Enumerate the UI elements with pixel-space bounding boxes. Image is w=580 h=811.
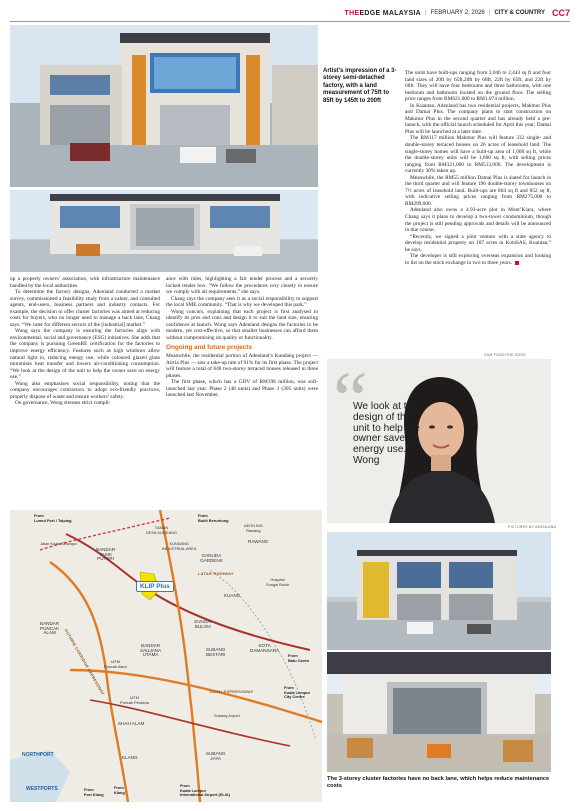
section-name: CITY & COUNTRY: [494, 10, 545, 16]
klip-plus-label: KLIP Plus: [136, 581, 174, 592]
article-column-right: The units have built-ups ranging from 2,046 to 2,443 sq ft and four land sizes of 20ft by 65ft,20ft by 68ft, 22ft by 65ft, and 22ft by 68ft. They will have four bedrooms and three bathrooms, with one bedroom and bathroom located on the ground floor. The selling price ranges from RM621,000 to RM1.074 million. In Kuantan, Adenland has two residential projects, Makmur Plus and Damai Plus. The company plans to start construction on Makmur Plus in the second quarter and has already held a pre-launch, with the official launch scheduled for April this year; Damai Plus will be launched at a later date. The RM117 million Makmur Plus will feature 332 single- and double-storey terraced houses on 26 acres of leasehold land. The single-storey homes will have a built-up area of 1,000 sq ft, while the double-storey units will be 1,600 sq ft, with selling prices ranging from RM321,000 to RM513,000. The development is currently 30% taken up. Meanwhile, the RM55 million Damai Plus is slated for launch in the third quarter and will feature 196 double-storey townhouses on 7½ acres of leasehold land. Built-ups are 804 sq ft and 852 sq ft, with indicative selling prices ranging from RM275,000 to RM299,000. Adenland also owns a 4.93-acre plot in Mont’Kiara, where Chang says it plans to develop a two-tower condominium, though the project is still pending approvals and details will be announced in due course. “Recently, we signed a joint venture with a state agency to develop residential property on 107 acres in KotaSAS, Kuantan,” he says. The developer is still exploring overseas expansion and looking to list on the stock exchange in two to three years.: [405, 70, 551, 266]
northport-label: NORTHPORT: [22, 752, 54, 758]
page-number: CC7: [551, 8, 570, 18]
publication-name: THEEDGE MALAYSIA: [344, 9, 422, 17]
story-end-marker: [515, 261, 519, 265]
pull-quote: We look at the design of the unit to help the owner save on energy use.” — Wong: [353, 401, 423, 466]
portrait-credit: SAM FONG/THE EDGE: [484, 353, 526, 357]
factory-interior-render-image: [327, 652, 551, 772]
header-rule: [10, 21, 570, 22]
location-map: KLIP Plus From Lumut Port / Taiping From Bukit Beruntung Jalan Kuala Selangor BANDAR TASIK PUTERI TAMAN DESA KUNDANG KUNDANG INDUSTRIAL AREA AEON BIG Rawang RAWANG GANUDA GARDENS LATAR HIGHWAY KUANG Hospital Sungai Buloh BANDAR PUNCAK ALAM BANDAR SAUJANA UTAMA SUNGAI BULOH SUBANG BESTARI KOTA DAMANSARA DASH EXPRESSWAY GUTHRIE CORRIDOR EXPRESSWAY UiTM Puncak Alam UiTM Puncak Perdana Subang Airport SHAH ALAM KLANG SUBANG JAYA From Batu Caves From Kuala Lumpur City Centre From Port Klang From Klang From Kuala Lumpur International Airport (KLIA) NORTHPORT WESTPORTS: [10, 510, 322, 802]
issue-date: FEBRUARY 2, 2026: [430, 10, 485, 16]
section-subhead: Ongoing and future projects: [166, 344, 252, 352]
article-column-2: ance with rules, highlighting a fair tender process and a securely locked tender box. “We follow the procedures very closely to ensure we comply with all requirements,” she says. Chang says the company sees it as a social responsibility to support the local SME community. “That is why we developed this park.” Wong concurs, explaining that each project is first analysed to identify its pros and cons and design it to suit the land size, ensuring confidence at launch. Wong says Adenland designs the factories to be modern, yet cost-effective, so that smaller businesses can afford them without compromising on quality or functionality. Ongoing and future projects Meanwhile, the residential portion of Adenland’s Kundang project — Airria Plus — saw a take-up rate of 91% for its first phase. The project will feature a total of 648 two-storey terraced houses released in three phases. The first phase, which has a GDV of RM198 million, was soft-launched last year. Phase 2 (48 units) and Phase 3 (305 units) were launched last November.: [166, 276, 318, 399]
quote-mark-icon: “: [333, 355, 368, 442]
factory-render-image: [10, 25, 318, 187]
bottom-caption: The 3-storey cluster factories have no back lane, which helps reduce maintenance costs: [327, 776, 550, 789]
cluster-factories-render-image: [327, 532, 551, 650]
article-column-1: up a property owners’ association, with infrastructure maintenance handled by the local authorities. To determine the factory designs, Adenland conducted a market survey, commissioned a feasibility study from a valuer, and consulted agents, end-users, business partners and industry contacts. For example, the decision to offer cluster factories was aimed at reducing costs for buyers, who no longer need to manage a back lane, Chang says. “We cater for different sectors of the [industrial] market.” Wong says the company is ensuring the factories align with environmental, social and governance (ESG) initiatives. She adds that the company is pursuing GreenRE certification for the factories to improve energy efficiency. Features such as high windows allow natural light in, reducing energy use, while coloured glazed glass minimises heat transfer and lowers air-conditioning consumption. “We look at the design of the unit to help the owner save on energy use.” Wong also emphasises social responsibility, noting that the company encourages contractors to adopt eco-friendly practices, properly dispose of waste and ensure workers’ safety. On governance, Wong stresses strict compli-: [10, 276, 160, 407]
renders-credit: PICTURES BY ADENLAND: [508, 525, 557, 529]
page-header: THEEDGE MALAYSIA | FEBRUARY 2, 2026 | CITY & COUNTRY CC7: [344, 8, 570, 18]
westports-label: WESTPORTS: [26, 786, 58, 792]
render-caption: Artist’s impression of a 3-storey semi-detached factory, with a land measurement of 75ft to 85ft by 145ft to 200ft: [323, 68, 397, 104]
cluster-factory-render-image: [10, 190, 318, 272]
